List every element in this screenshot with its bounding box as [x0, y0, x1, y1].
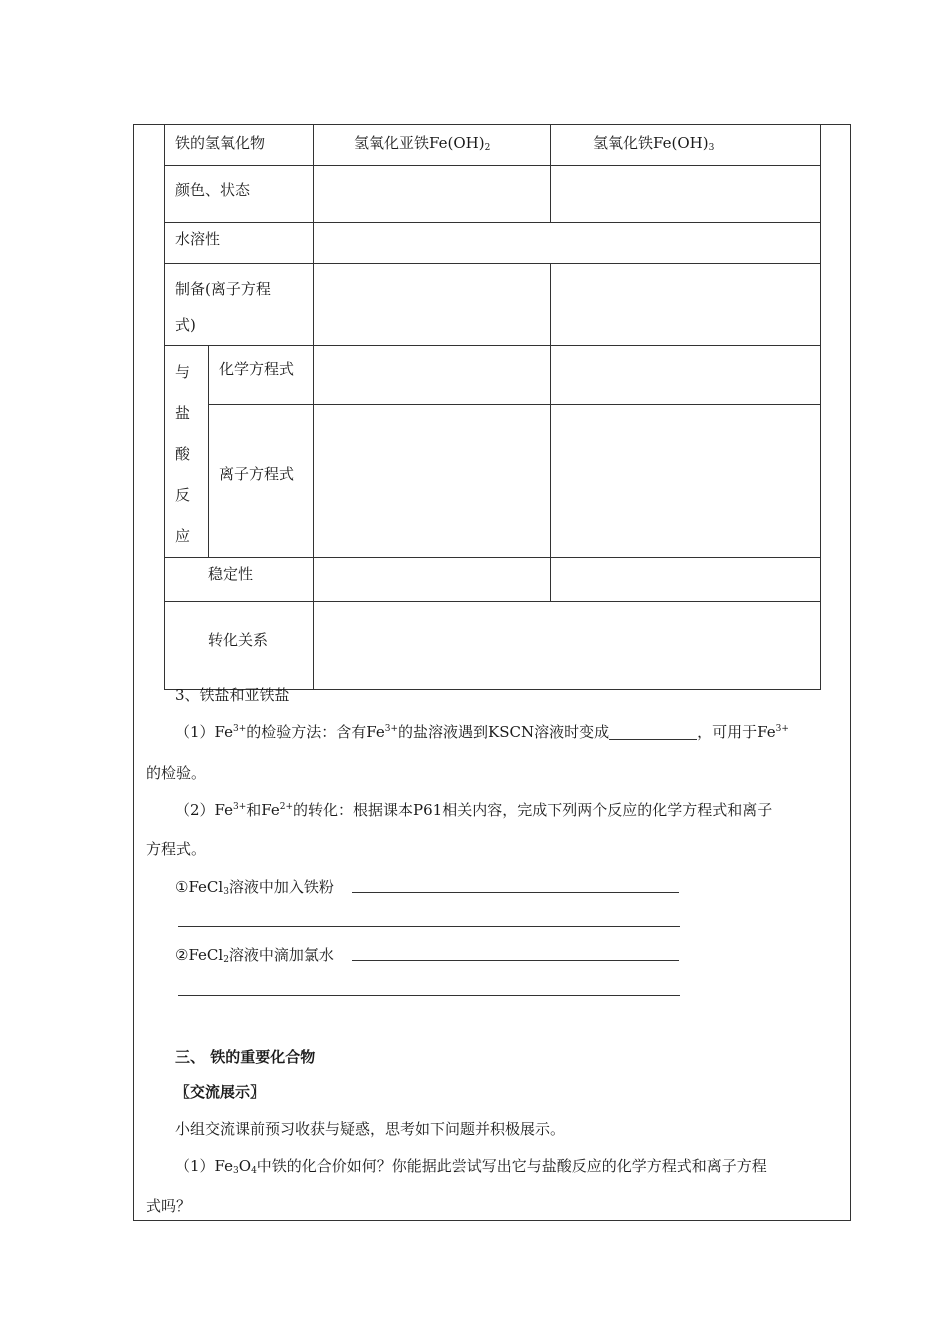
section3-title: 3、铁盐和亚铁盐	[175, 686, 290, 704]
answer-cell[interactable]	[551, 346, 821, 405]
answer-cell[interactable]	[551, 166, 821, 223]
answer-cell[interactable]	[314, 346, 551, 405]
item1-answer-line[interactable]	[352, 892, 679, 893]
answer-cell[interactable]	[314, 264, 551, 346]
iron-hydroxide-table	[164, 124, 821, 690]
answer-cell[interactable]	[314, 166, 551, 223]
row-ionic-equation: 离子方程式	[219, 465, 295, 484]
frame-top-left	[133, 124, 165, 125]
fe3o4-question-line2: 式吗？	[146, 1197, 192, 1215]
header-ferric-hydroxide: 氢氧化铁$Fe(OH)_3$	[593, 134, 715, 153]
table-row	[165, 223, 821, 264]
q2-line1: $(2)Fe^{3+}$和$Fe^{2+}$的转化：根据课本P61相关内容，完成下列两个反应的化学方程式和离子	[175, 801, 773, 819]
answer-cell[interactable]	[314, 223, 821, 264]
row-stability: 稳定性	[208, 565, 254, 583]
answer-cell[interactable]	[314, 405, 551, 558]
table-row	[165, 558, 821, 602]
frame-top-right	[820, 124, 850, 125]
answer-cell[interactable]	[551, 264, 821, 346]
exchange-heading: 〖交流展示〗	[175, 1083, 266, 1101]
q1-line2: 的检验。	[146, 764, 207, 782]
item2-answer-line-2[interactable]	[178, 995, 680, 996]
section-three-heading: 三、 铁的重要化合物	[175, 1048, 316, 1066]
row-chemical-equation: 化学方程式	[219, 360, 295, 378]
table-row	[165, 405, 821, 558]
item1-answer-line-2[interactable]	[178, 926, 680, 927]
table-row	[165, 264, 821, 346]
q2-line2: 方程式。	[146, 840, 207, 858]
intro-text: 小组交流课前预习收获与疑惑，思考如下问题并积极展示。	[175, 1120, 566, 1138]
answer-cell[interactable]	[551, 558, 821, 602]
item2-answer-line[interactable]	[352, 960, 679, 961]
item1-label: ①FeCl$_3$溶液中加入铁粉	[175, 878, 334, 897]
answer-cell[interactable]	[314, 558, 551, 602]
header-hydroxide: 铁的氢氧化物	[175, 134, 266, 152]
table-row	[165, 166, 821, 223]
row-solubility: 水溶性	[175, 230, 221, 248]
item2-label: ②FeCl$_2$溶液中滴加氯水	[175, 946, 334, 965]
row-preparation: 制备(离子方程 式)	[175, 280, 271, 334]
table-row	[165, 346, 821, 405]
row-conversion: 转化关系	[208, 631, 269, 649]
table-header-row	[165, 125, 821, 166]
q1-blank[interactable]	[609, 725, 697, 740]
row-hcl-reaction: 与 盐 酸 反 应	[175, 363, 191, 545]
row-color-state: 颜色、状态	[175, 181, 251, 199]
q1-line1: $(1)Fe^{3+}$的检验方法：含有$Fe^{3+}$的盐溶液遇到KSCN溶液时变成 ，可用于$Fe^{3+}$	[175, 723, 789, 741]
table-row	[165, 602, 821, 690]
fe3o4-question-line1: $(1)Fe_3O_4$中铁的化合价如何？你能据此尝试写出它与盐酸反应的化学方程式和离子方程	[175, 1157, 767, 1176]
answer-cell[interactable]	[314, 602, 821, 690]
answer-cell[interactable]	[551, 405, 821, 558]
header-ferrous-hydroxide: 氢氧化亚铁$Fe(OH)_2$	[354, 134, 491, 153]
